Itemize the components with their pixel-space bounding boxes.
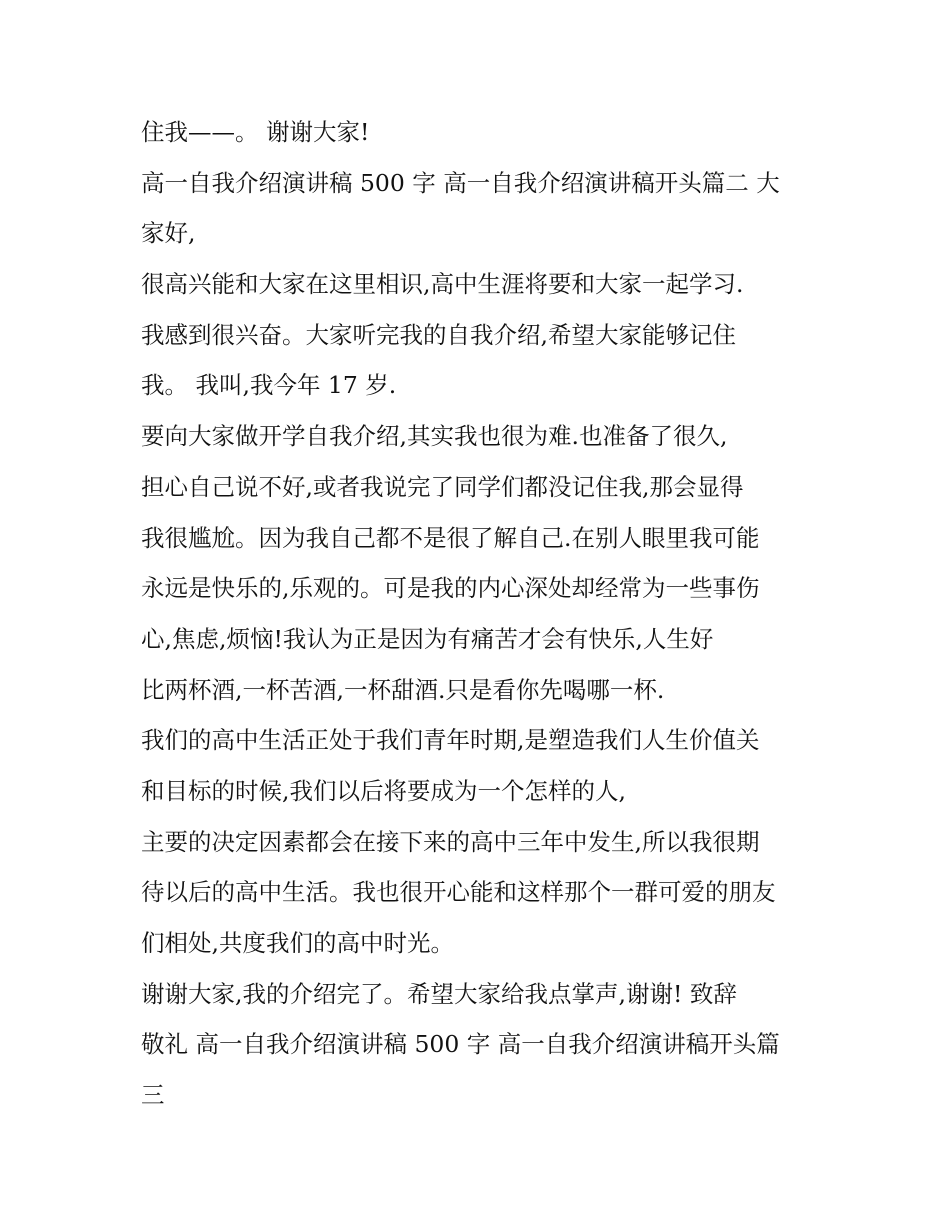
text-line: 比两杯酒,一杯苦酒,一杯甜酒.只是看你先喝哪一杯.: [141, 675, 665, 704]
text-line: 高一自我介绍演讲稿 500 字 高一自我介绍演讲稿开头篇二 大: [141, 168, 780, 197]
text-line: 要向大家做开学自我介绍,其实我也很为难.也准备了很久,: [141, 422, 728, 451]
text-line: 我感到很兴奋。大家听完我的自我介绍,希望大家能够记住: [141, 320, 736, 349]
text-line: 我。 我叫,我今年 17 岁.: [141, 371, 397, 400]
text-line: 家好,: [141, 219, 196, 248]
text-line: 心,焦虑,烦恼!我认为正是因为有痛苦才会有快乐,人生好: [141, 624, 714, 653]
document-body: [141, 107, 831, 1121]
text-line: 我很尴尬。因为我自己都不是很了解自己.在别人眼里我可能: [141, 523, 760, 552]
text-line: 们相处,共度我们的高中时光。: [141, 929, 454, 957]
text-line: 待以后的高中生活。我也很开心能和这样那个一群可爱的朋友: [141, 878, 776, 907]
text-line: 三: [141, 1081, 165, 1110]
text-line: 敬礼 高一自我介绍演讲稿 500 字 高一自我介绍演讲稿开头篇: [141, 1030, 780, 1059]
text-line: 我们的高中生活正处于我们青年时期,是塑造我们人生价值关: [141, 726, 760, 755]
text-line: 住我——。 谢谢大家!: [141, 118, 370, 146]
text-line: 主要的决定因素都会在接下来的高中三年中发生,所以我很期: [141, 827, 760, 856]
text-line: 永远是快乐的,乐观的。可是我的内心深处却经常为一些事伤: [141, 574, 760, 603]
text-line: 很高兴能和大家在这里相识,高中生涯将要和大家一起学习.: [141, 270, 744, 299]
text-line: 谢谢大家,我的介绍完了。希望大家给我点掌声,谢谢! 致辞: [141, 979, 737, 1008]
text-line: 担心自己说不好,或者我说完了同学们都没记住我,那会显得: [141, 472, 744, 501]
text-line: 和目标的时候,我们以后将要成为一个怎样的人,: [141, 776, 626, 805]
